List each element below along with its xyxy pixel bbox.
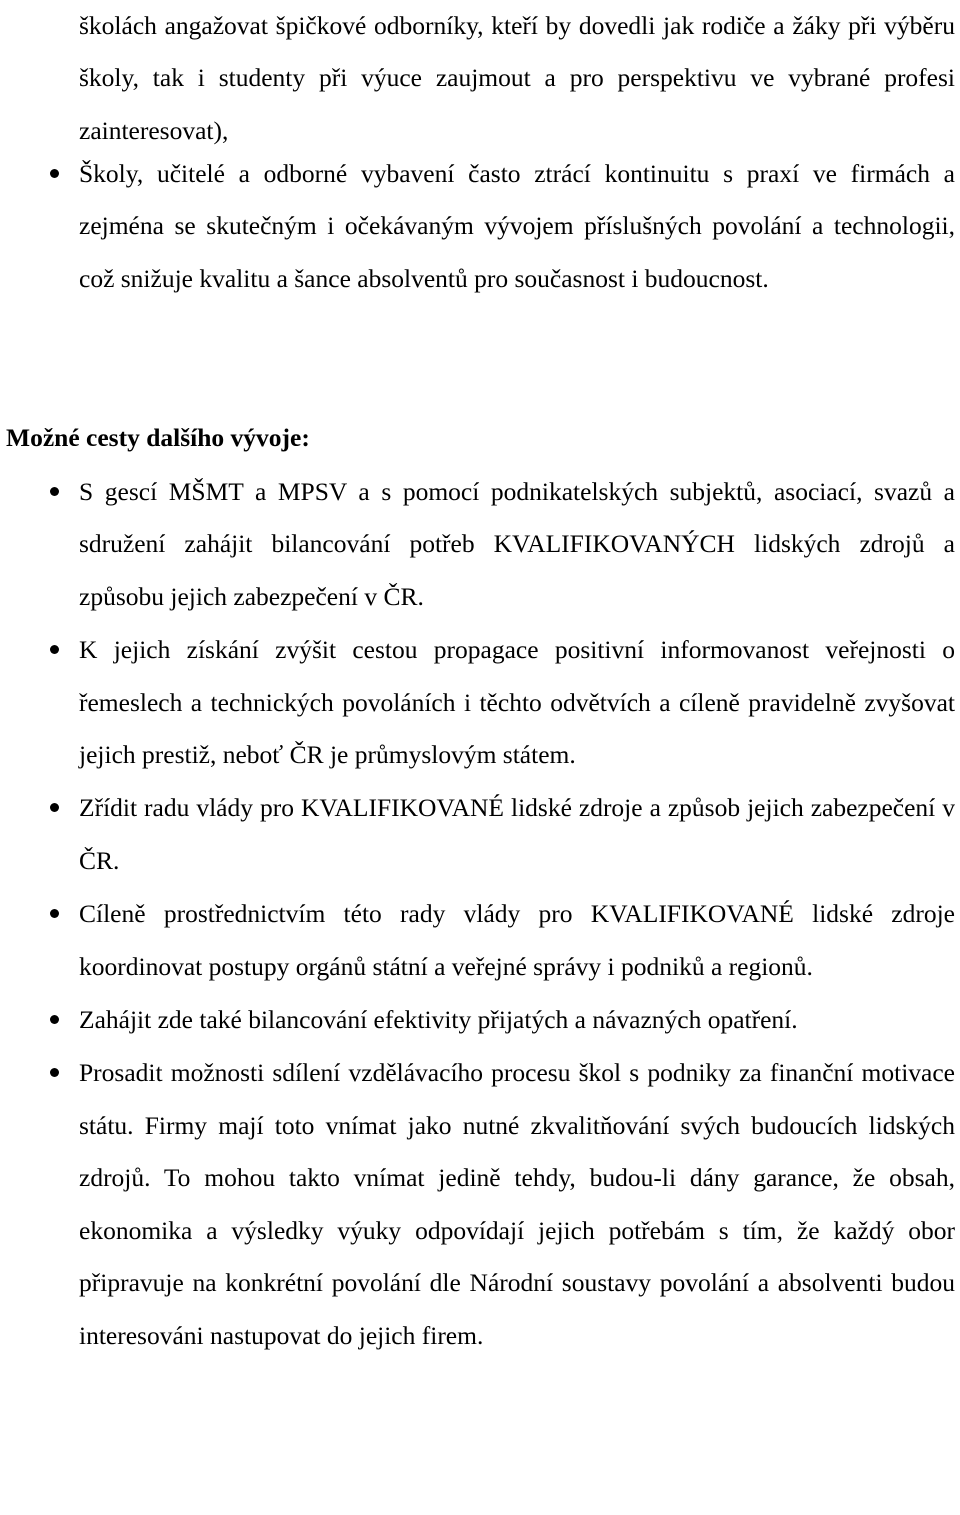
list-item-text: Zahájit zde také bilancování efektivity přijatých a návazných opatření. <box>79 1005 798 1035</box>
list-item-text: Školy, učitelé a odborné vybavení často ztrácí kontinuitu s praxí ve firmách a zejména se skutečným i očekávaným vývojem příslušných povolání a technologii, což snižuje kvalitu a šance absolventů pro současnost i budoucnost. <box>79 159 955 293</box>
list-item <box>0 1047 955 1361</box>
list-item <box>0 888 955 993</box>
list-item <box>0 624 955 781</box>
list-item-text: S gescí MŠMT a MPSV a s pomocí podnikatelských subjektů, asociací, svazů a sdružení zahájit bilancování potřeb KVALIFIKOVANÝCH lidských zdrojů a způsobu jejich zabezpečení v ČR. <box>79 477 955 611</box>
list-item-text: K jejich získání zvýšit cestou propagace positivní informovanost veřejnosti o řemeslech a technických povoláních i těchto odvětvích a cíleně pravidelně zvyšovat jejich prestiž, neboť ČR je průmyslovým státem. <box>79 635 955 770</box>
list-item <box>0 782 955 887</box>
first-bullet-list <box>0 148 960 305</box>
list-item <box>0 994 955 1046</box>
bullet-icon <box>50 169 59 178</box>
intro-continuation-paragraph: školách angažovat špičkové odborníky, kteří by dovedli jak rodiče a žáky při výběru školy, tak i studenty při výuce zaujmout a pro perspektivu ve vybrané profesi zainteresovat), <box>79 11 955 145</box>
bullet-icon <box>50 1015 59 1024</box>
section-heading: Možné cesty dalšího vývoje: <box>6 423 310 452</box>
bullet-icon <box>50 645 59 654</box>
list-item <box>0 148 955 305</box>
bullet-icon <box>50 803 59 812</box>
list-item-text: Zřídit radu vlády pro KVALIFIKOVANÉ lidské zdroje a způsob jejich zabezpečení v ČR. <box>79 793 955 875</box>
second-bullet-list <box>0 466 960 1363</box>
bullet-icon <box>50 487 59 496</box>
list-item-text: Cíleně prostřednictvím této rady vlády pro KVALIFIKOVANÉ lidské zdroje koordinovat postupy orgánů státní a veřejné správy i podniků a regionů. <box>79 899 955 981</box>
bullet-icon <box>50 909 59 918</box>
list-item-text: Prosadit možnosti sdílení vzdělávacího procesu škol s podniky za finanční motivace státu. Firmy mají toto vnímat jako nutné zkvalitňování svých budoucích lidských zdrojů. To mohou takto vnímat jedině tehdy, budou-li dány garance, že obsah, ekonomika a výsledky výuky odpovídají jejich potřebám s tím, že každý obor připravuje na konkrétní povolání dle Národní soustavy povolání a absolventi budou interesováni nastupovat do jejich firem. <box>79 1058 955 1350</box>
bullet-icon <box>50 1068 59 1077</box>
list-item <box>0 466 955 623</box>
